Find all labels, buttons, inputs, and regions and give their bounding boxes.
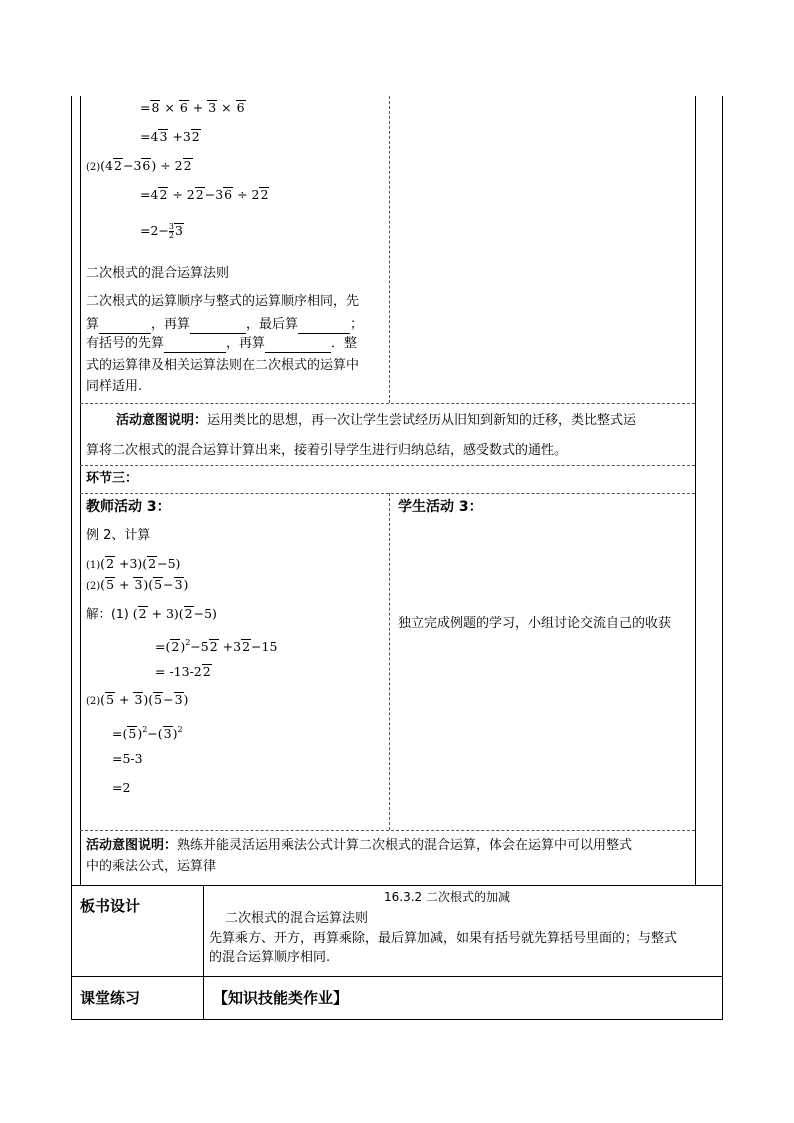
rule-line-5: 同样适用.: [86, 379, 143, 394]
student-activity-text: 独立完成例题的学习，小组讨论交流自己的收获: [398, 616, 672, 631]
question-2: (2)(5 + 3)(5−3): [86, 577, 189, 592]
intent-2-line-1: 活动意图说明：熟练并能灵活运用乘法公式计算二次根式的混合运算，体会在运算中可以用整式: [86, 838, 633, 853]
mid-column-divider: [389, 493, 390, 830]
solution-2-line-2: $=(5)^2-(3)^2$: [112, 725, 183, 741]
board-row-top-border: [71, 885, 723, 886]
intent-1-label: 活动意图说明：: [116, 413, 208, 428]
teacher-activity-title: 教师活动 3：: [86, 499, 171, 515]
blank-5[interactable]: [265, 336, 331, 353]
outer-right-border: [722, 96, 723, 1020]
work-line-3: (2)(42−36) ÷ 22: [86, 158, 192, 173]
rule-line-1: 二次根式的运算顺序与整式的运算顺序相同，先: [86, 294, 360, 309]
solution-2-line-3: =5-3: [112, 751, 143, 766]
intent-2-label: 活动意图说明：: [86, 838, 178, 853]
work-line-4: =42 ÷ 22−36 ÷ 22: [140, 187, 269, 202]
rule-title: 二次根式的混合运算法则: [86, 266, 230, 281]
step-3-label: 环节三：: [86, 471, 139, 486]
rule-line-4: 式的运算律及相关运算法则在二次根式的运算中: [86, 358, 360, 373]
practice-content: 【知识技能类作业】: [213, 989, 349, 1007]
intent-1-line-2: 算将二次根式的混合运算计算出来，接着引导学生进行归纳总结，感受数式的通性。: [86, 443, 568, 458]
example-heading: 例 2、计算: [86, 528, 151, 543]
outer-bottom-border: [71, 1019, 723, 1020]
work-line-2: =43 +32: [140, 129, 200, 144]
rule-line-2: 算 ，再算 ，最后算 ；: [86, 317, 364, 332]
label-column-divider: [203, 885, 204, 1020]
row-divider-3: [80, 493, 695, 494]
solution-2-line-1: (2)(5 + 3)(5−3): [86, 692, 189, 707]
solution-1-line-2: $=(2)^2-52 +32-15$: [155, 638, 278, 654]
row-divider-1: [80, 403, 695, 404]
blank-4[interactable]: [164, 336, 226, 353]
student-activity-title: 学生活动 3：: [398, 499, 483, 515]
rule-line-3: 有括号的先算 ，再算 ．整: [86, 336, 358, 351]
board-design-label: 板书设计: [80, 897, 141, 915]
blank-2[interactable]: [190, 317, 246, 334]
solution-2-line-4: =2: [112, 780, 131, 795]
work-line-1: =8 × 6 + 3 × 6: [140, 100, 245, 115]
inner-right-border: [695, 96, 696, 885]
row-divider-2: [80, 465, 695, 466]
work-line-5: =2− $\frac{3}{2}$ 3: [140, 222, 183, 240]
outer-left-border: [71, 96, 72, 1020]
row-divider-4: [80, 830, 695, 831]
intent-1-line-1: 活动意图说明：运用类比的思想，再一次让学生尝试经历从旧知到新知的迁移，类比整式运: [116, 413, 637, 428]
blank-1[interactable]: [99, 317, 151, 334]
inner-left-border: [80, 96, 81, 885]
question-1: (1)(2 +3)(2−5): [86, 556, 181, 571]
intent-2-line-2: 中的乘法公式，运算律: [86, 859, 217, 874]
top-column-divider: [389, 96, 390, 403]
board-line-3: 的混合运算顺序相同.: [209, 950, 331, 965]
board-line-2: 先算乘方、开方，再算乘除，最后算加减，如果有括号就先算括号里面的；与整式: [209, 931, 678, 946]
blank-3[interactable]: [298, 317, 350, 334]
solution-1-line-3: = -13-22: [155, 664, 211, 679]
practice-label: 课堂练习: [80, 989, 141, 1007]
board-line-1: 二次根式的混合运算法则: [225, 911, 369, 926]
solution-1-line-1: 解：(1) (2 + 3)(2−5): [86, 606, 217, 621]
board-heading: 16.3.2 二次根式的加减: [384, 890, 510, 904]
practice-row-top-border: [71, 976, 723, 977]
